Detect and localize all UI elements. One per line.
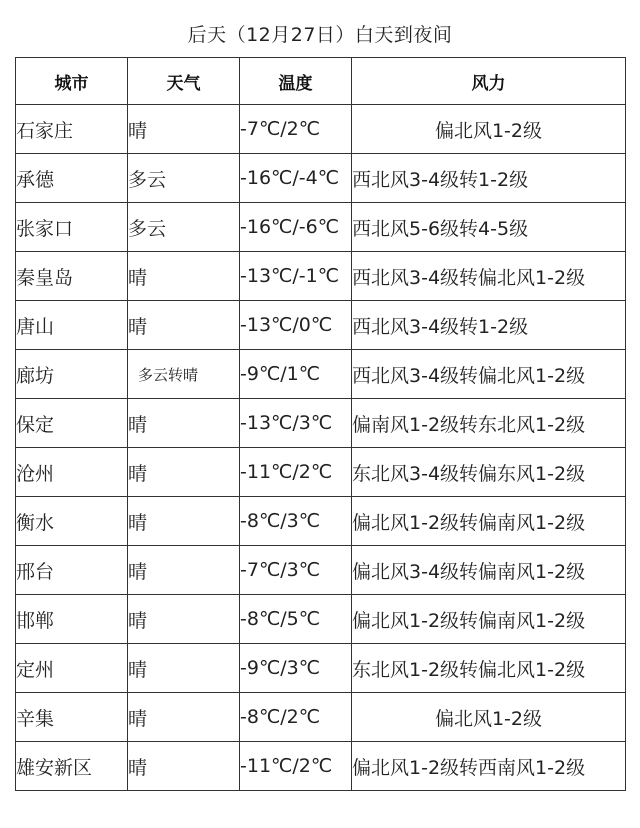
- weather-cell: 晴: [128, 252, 240, 301]
- weather-cell: 晴: [128, 497, 240, 546]
- table-row: [16, 301, 626, 350]
- table-row: [16, 644, 626, 693]
- temperature-cell: -7℃/2℃: [240, 105, 352, 154]
- city-cell: 邯郸: [16, 595, 128, 644]
- weather-cell: 晴: [128, 448, 240, 497]
- table-row: [16, 448, 626, 497]
- wind-cell: 西北风3-4级转1-2级: [352, 301, 626, 350]
- temperature-cell: -8℃/5℃: [240, 595, 352, 644]
- weather-cell: 多云: [128, 154, 240, 203]
- city-cell: 秦皇岛: [16, 252, 128, 301]
- wind-cell: 偏北风1-2级转西南风1-2级: [352, 742, 626, 791]
- header-temperature: 温度: [240, 58, 352, 105]
- temperature-cell: -11℃/2℃: [240, 742, 352, 791]
- wind-cell: 西北风5-6级转4-5级: [352, 203, 626, 252]
- wind-cell: 东北风3-4级转偏东风1-2级: [352, 448, 626, 497]
- temperature-cell: -8℃/3℃: [240, 497, 352, 546]
- table-row: [16, 595, 626, 644]
- table-row: [16, 252, 626, 301]
- weather-cell: 晴: [128, 693, 240, 742]
- weather-cell: 晴: [128, 644, 240, 693]
- city-cell: 石家庄: [16, 105, 128, 154]
- weather-cell: 晴: [128, 742, 240, 791]
- temperature-cell: -16℃/-4℃: [240, 154, 352, 203]
- city-cell: 沧州: [16, 448, 128, 497]
- temperature-cell: -11℃/2℃: [240, 448, 352, 497]
- wind-cell: 偏北风1-2级转偏南风1-2级: [352, 497, 626, 546]
- temperature-cell: -13℃/3℃: [240, 399, 352, 448]
- city-cell: 唐山: [16, 301, 128, 350]
- city-cell: 辛集: [16, 693, 128, 742]
- table-row: [16, 742, 626, 791]
- city-cell: 保定: [16, 399, 128, 448]
- temperature-cell: -13℃/-1℃: [240, 252, 352, 301]
- table-row: [16, 350, 626, 399]
- temperature-cell: -9℃/3℃: [240, 644, 352, 693]
- table-row: [16, 399, 626, 448]
- temperature-cell: -16℃/-6℃: [240, 203, 352, 252]
- header-wind: 风力: [352, 58, 626, 105]
- temperature-cell: -8℃/2℃: [240, 693, 352, 742]
- wind-cell: 偏南风1-2级转东北风1-2级: [352, 399, 626, 448]
- wind-cell: 西北风3-4级转偏北风1-2级: [352, 350, 626, 399]
- table-row: [16, 497, 626, 546]
- weather-cell: 晴: [128, 399, 240, 448]
- table-row: [16, 105, 626, 154]
- temperature-cell: -7℃/3℃: [240, 546, 352, 595]
- weather-cell: 多云转晴: [128, 350, 240, 399]
- wind-cell: 东北风1-2级转偏北风1-2级: [352, 644, 626, 693]
- city-cell: 衡水: [16, 497, 128, 546]
- wind-cell: 西北风3-4级转1-2级: [352, 154, 626, 203]
- weather-cell: 晴: [128, 595, 240, 644]
- wind-cell: 西北风3-4级转偏北风1-2级: [352, 252, 626, 301]
- wind-cell: 偏北风1-2级转偏南风1-2级: [352, 595, 626, 644]
- table-row: [16, 546, 626, 595]
- weather-cell: 晴: [128, 546, 240, 595]
- header-city: 城市: [16, 58, 128, 105]
- page-title: 后天（12月27日）白天到夜间: [187, 24, 453, 46]
- city-cell: 张家口: [16, 203, 128, 252]
- table-row: [16, 203, 626, 252]
- city-cell: 邢台: [16, 546, 128, 595]
- wind-cell: 偏北风3-4级转偏南风1-2级: [352, 546, 626, 595]
- weather-forecast-table: [15, 57, 626, 791]
- weather-cell: 晴: [128, 301, 240, 350]
- temperature-cell: -13℃/0℃: [240, 301, 352, 350]
- weather-cell: 晴: [128, 105, 240, 154]
- table-row: [16, 693, 626, 742]
- table-header-row: [16, 58, 626, 105]
- wind-cell: 偏北风1-2级: [352, 105, 626, 154]
- header-weather: 天气: [128, 58, 240, 105]
- temperature-cell: -9℃/1℃: [240, 350, 352, 399]
- city-cell: 廊坊: [16, 350, 128, 399]
- weather-cell: 多云: [128, 203, 240, 252]
- city-cell: 雄安新区: [16, 742, 128, 791]
- city-cell: 定州: [16, 644, 128, 693]
- wind-cell: 偏北风1-2级: [352, 693, 626, 742]
- table-row: [16, 154, 626, 203]
- city-cell: 承德: [16, 154, 128, 203]
